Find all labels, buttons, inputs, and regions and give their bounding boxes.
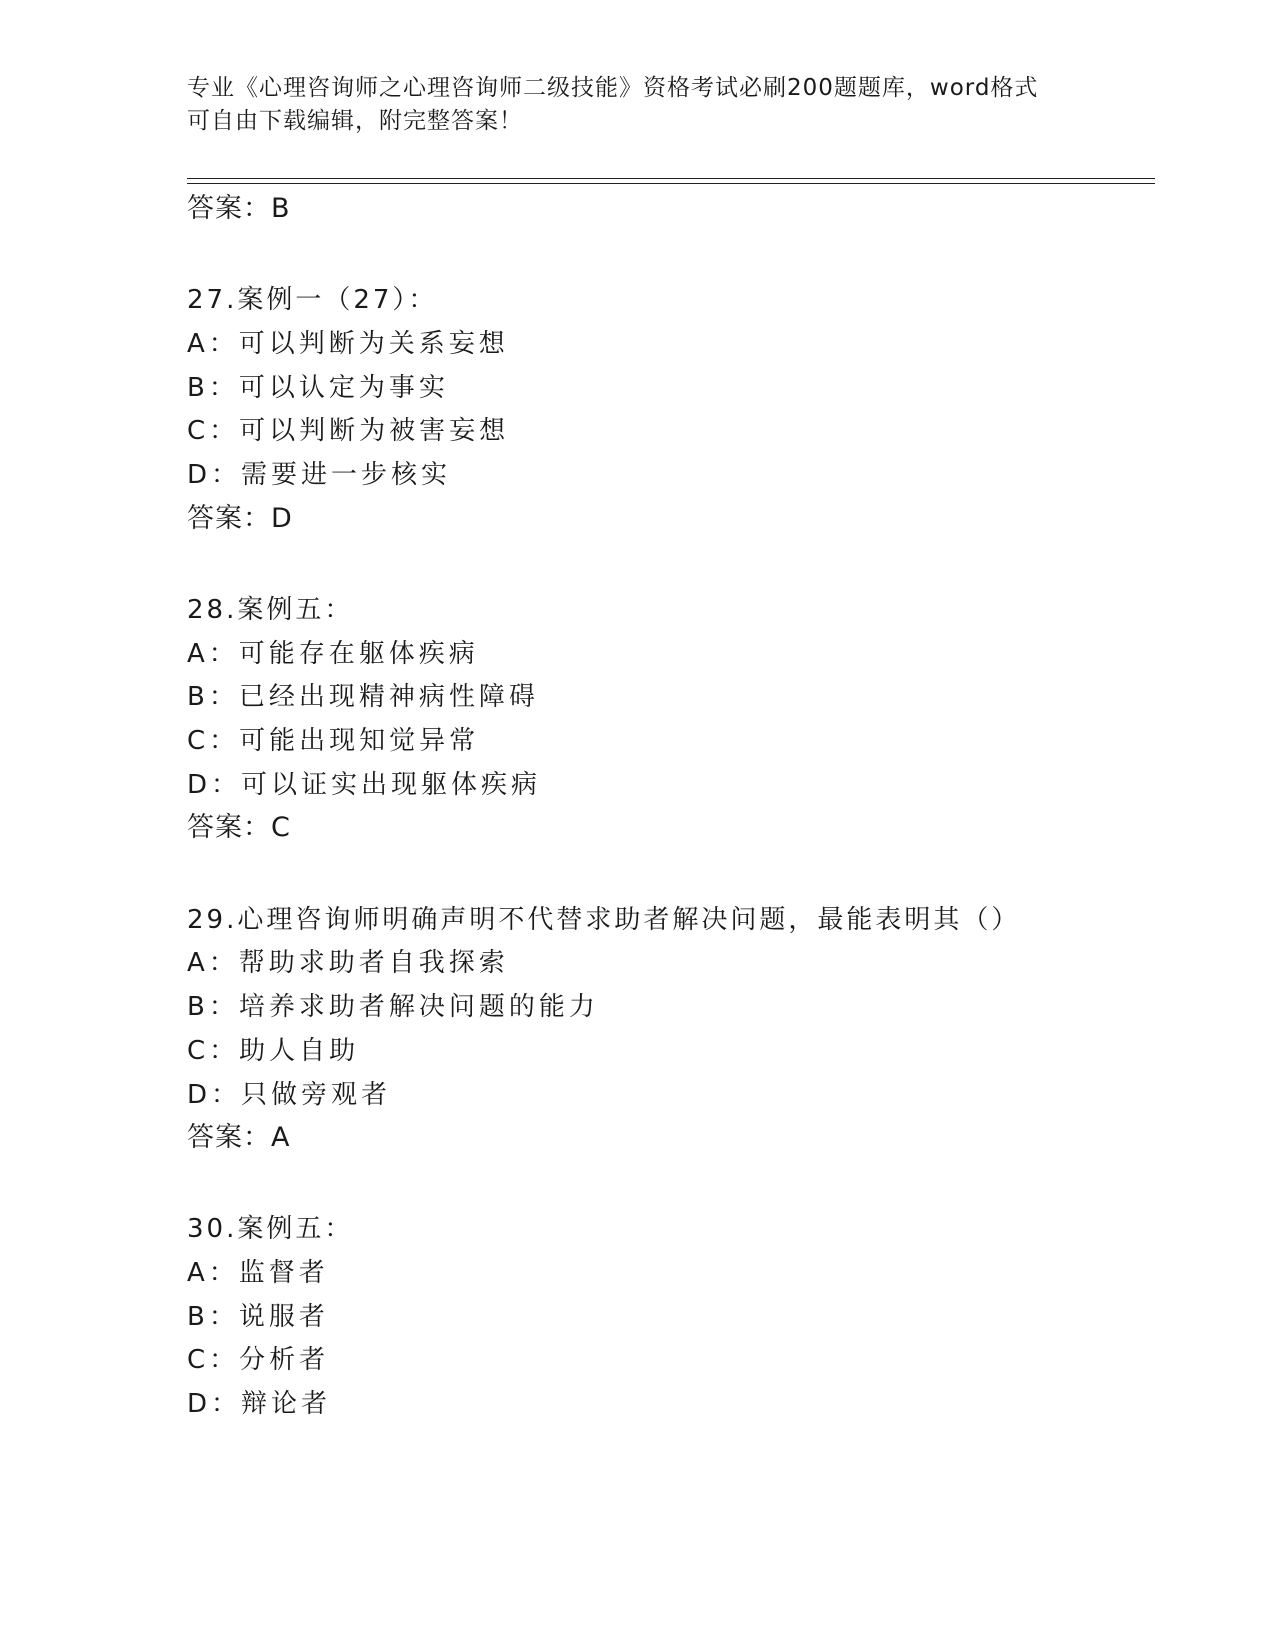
question-30-option-c: C：分析者 bbox=[187, 1345, 330, 1375]
question-28-option-c: C：可能出现知觉异常 bbox=[187, 726, 480, 756]
header-divider-top bbox=[187, 178, 1155, 179]
answer-28: 答案：C bbox=[187, 812, 291, 843]
question-27-option-c: C：可以判断为被害妄想 bbox=[187, 416, 510, 446]
question-27-title: 27.案例一（27）： bbox=[187, 285, 438, 315]
question-30-title: 30.案例五： bbox=[187, 1214, 354, 1244]
question-29-title: 29.心理咨询师明确声明不代替求助者解决问题，最能表明其（） bbox=[187, 905, 1021, 935]
question-29-option-b: B：培养求助者解决问题的能力 bbox=[187, 992, 599, 1022]
question-29-option-a: A：帮助求助者自我探索 bbox=[187, 948, 509, 978]
header-line-2: 可自由下载编辑，附完整答案！ bbox=[187, 108, 523, 134]
question-29-option-d: D：只做旁观者 bbox=[187, 1080, 392, 1110]
header-divider-bottom bbox=[187, 183, 1155, 184]
question-28-option-b: B：已经出现精神病性障碍 bbox=[187, 682, 539, 712]
question-29-option-c: C：助人自助 bbox=[187, 1036, 360, 1066]
question-27-option-b: B：可以认定为事实 bbox=[187, 373, 449, 403]
header-line-1: 专业《心理咨询师之心理咨询师二级技能》资格考试必刷200题题库，word格式 bbox=[187, 75, 1039, 101]
question-30-option-d: D：辩论者 bbox=[187, 1389, 332, 1419]
answer-26: 答案：B bbox=[187, 193, 291, 224]
question-28-option-a: A：可能存在躯体疾病 bbox=[187, 639, 479, 669]
document-header bbox=[187, 72, 1087, 138]
question-27-option-a: A：可以判断为关系妄想 bbox=[187, 329, 509, 359]
question-27-option-d: D：需要进一步核实 bbox=[187, 460, 452, 490]
question-28-title: 28.案例五： bbox=[187, 595, 354, 625]
answer-27: 答案：D bbox=[187, 503, 293, 534]
answer-29: 答案：A bbox=[187, 1122, 291, 1153]
question-30-option-b: B：说服者 bbox=[187, 1302, 329, 1332]
question-30-option-a: A：监督者 bbox=[187, 1258, 329, 1288]
question-28-option-d: D：可以证实出现躯体疾病 bbox=[187, 770, 542, 800]
